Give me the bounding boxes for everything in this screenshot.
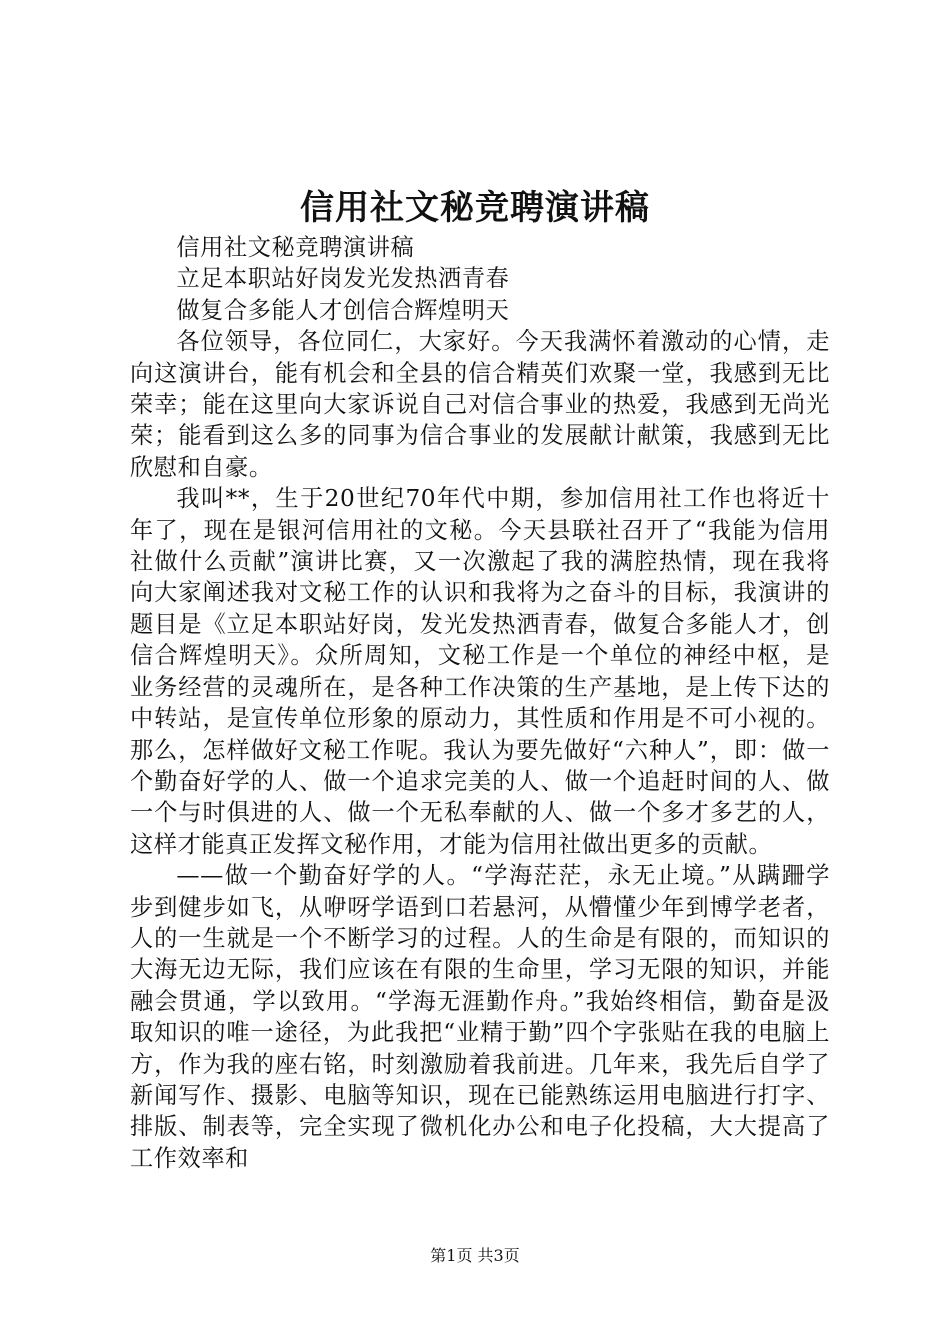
paragraph-heading-line-2: 做复合多能人才创信合辉煌明天 (176, 296, 510, 324)
paragraph-greeting: 各位领导，各位同仁，大家好。今天我满怀着激动的心情，走向这演讲台，能有机会和全县的信合精英们欢聚一堂，我感到无比荣幸；能在这里向大家诉说自己对信合事业的热爱，我感到无尚光荣；能看到这么多的同事为信合事业的发展献计献策，我感到无比欣慰和自豪。 (130, 328, 830, 481)
document-body (130, 232, 830, 1174)
document-title: 信用社文秘竞聘演讲稿 (300, 188, 650, 228)
paragraph-subtitle: 信用社文秘竞聘演讲稿 (176, 234, 415, 261)
paragraph-heading-line-1: 立足本职站好岗发光发热洒青春 (176, 265, 510, 293)
page-number-footer: 第1页 共3页 (430, 1246, 520, 1265)
paragraph-introduction: 我叫**，生于20世纪70年代中期，参加信用社工作也将近十年了，现在是银河信用社的文秘。今天县联社召开了“我能为信用社做什么贡献”演讲比赛，又一次激起了我的满腔热情，现在我将向大家阐述我对文秘工作的认识和我将为之奋斗的目标，我演讲的题目是《立足本职站好岗，发光发热洒青春，做复合多能人才，创信合辉煌明天》。众所周知，文秘工作是一个单位的神经中枢，是业务经营的灵魂所在，是各种工作决策的生产基地，是上传下达的中转站，是宣传单位形象的原动力，其性质和作用是不可小视的。那么，怎样做好文秘工作呢。我认为要先做好“六种人”，即：做一个勤奋好学的人、做一个追求完美的人、做一个追赶时间的人、做一个与时俱进的人、做一个无私奉献的人、做一个多才多艺的人，这样才能真正发挥文秘作用，才能为信用社做出更多的贡献。 (130, 485, 830, 858)
paragraph-diligent-learner: ——做一个勤奋好学的人。“学海茫茫，永无止境。”从蹒跚学步到健步如飞，从咿呀学语到口若悬河，从懵懂少年到博学老者，人的一生就是一个不断学习的过程。人的生命是有限的，而知识的大海无边无际，我们应该在有限的生命里，学习无限的知识，并能融会贯通，学以致用。“学海无涯勤作舟。”我始终相信，勤奋是汲取知识的唯一途径，为此我把“业精于勤”四个字张贴在我的电脑上方，作为我的座右铭，时刻激励着我前进。几年来，我先后自学了新闻写作、摄影、电脑等知识，现在已能熟练运用电脑进行打字、排版、制表等，完全实现了微机化办公和电子化投稿，大大提高了工作效率和 (130, 862, 830, 1172)
